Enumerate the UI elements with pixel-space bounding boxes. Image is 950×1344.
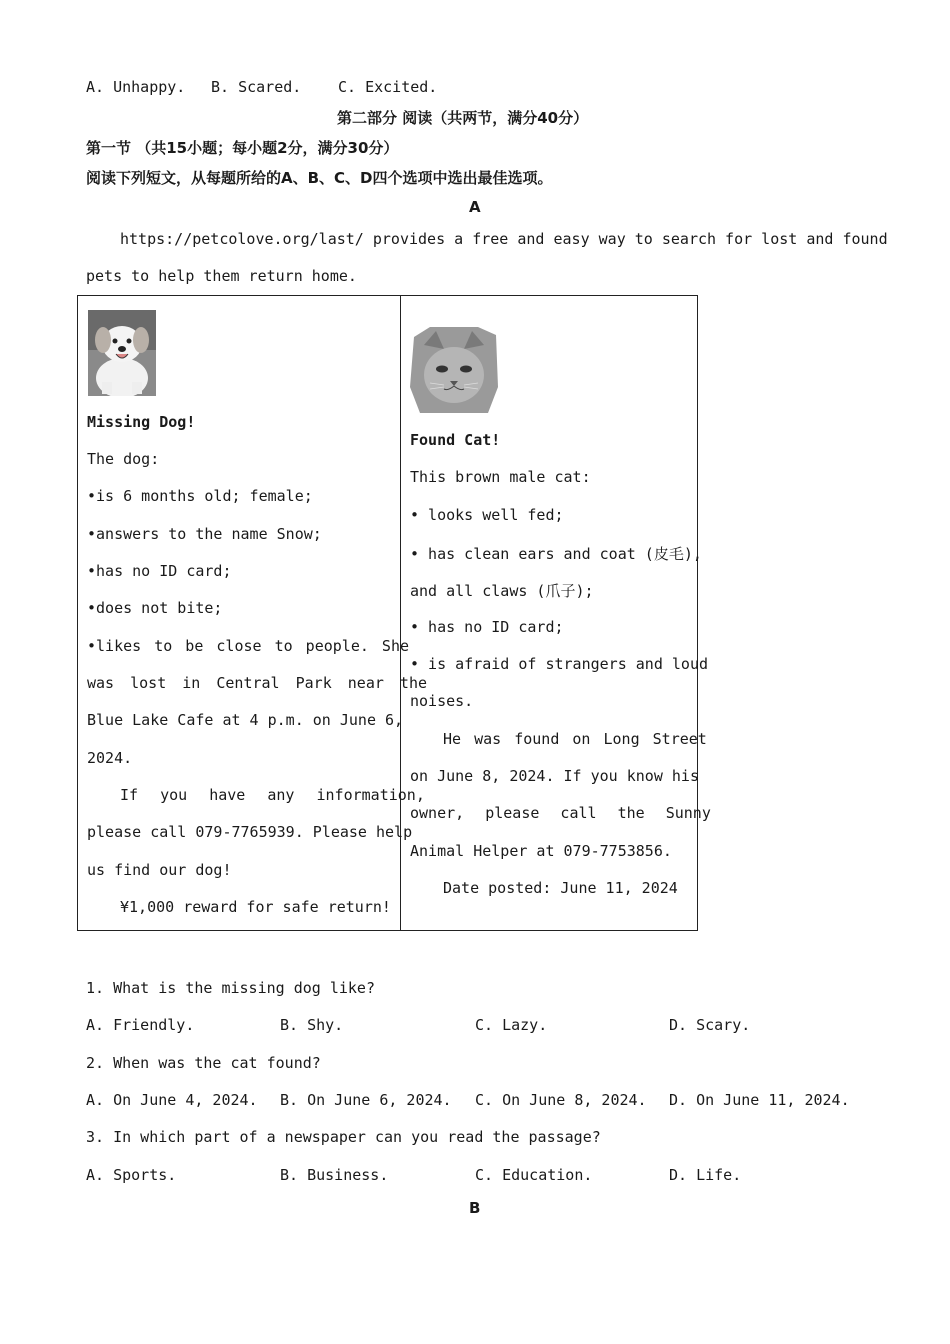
cat-bullet: • has no ID card;	[410, 618, 564, 636]
prev-option-c: C. Excited.	[338, 78, 438, 96]
cat-photo	[410, 327, 498, 413]
cat-text-line: owner, please call the Sunny	[410, 804, 711, 822]
option: B. Business.	[280, 1166, 389, 1184]
instruction: 阅读下列短文，从每题所给的A、B、C、D四个选项中选出最佳选项。	[86, 169, 553, 187]
dog-lead: The dog:	[87, 450, 160, 468]
dog-text-line: 2024.	[87, 749, 133, 767]
passage-a-label: A	[469, 198, 481, 216]
option: B. On June 6, 2024.	[280, 1091, 452, 1109]
dog-text-line: please call 079-7765939. Please help	[87, 823, 413, 841]
cat-bullet: • is afraid of strangers and loud	[410, 655, 709, 673]
question-stem: 2. When was the cat found?	[86, 1054, 321, 1072]
dog-text-line: Blue Lake Cafe at 4 p.m. on June 6,	[87, 711, 404, 729]
cat-lead: This brown male cat:	[410, 468, 591, 486]
cat-title: Found Cat!	[410, 431, 501, 449]
passage-b-label: B	[469, 1199, 481, 1217]
cat-text-line: and all claws (爪子);	[410, 582, 594, 600]
intro-text: https://petcolove.org/last/ provides a free and easy way to search for lost and found	[120, 230, 888, 248]
dog-bullet: •answers to the name Snow;	[87, 525, 322, 543]
option: C. On June 8, 2024.	[475, 1091, 647, 1109]
option: A. Sports.	[86, 1166, 177, 1184]
cat-date: Date posted: June 11, 2024	[443, 879, 678, 897]
part-title: 第二部分 阅读（共两节，满分40分）	[337, 109, 589, 127]
prev-option-a: A. Unhappy.	[86, 78, 186, 96]
cat-bullet: • looks well fed;	[410, 506, 564, 524]
cat-text-line: on June 8, 2024. If you know his	[410, 767, 699, 785]
dog-text-line: us find our dog!	[87, 861, 232, 879]
dog-reward: ¥1,000 reward for safe return!	[120, 898, 391, 916]
option: B. Shy.	[280, 1016, 344, 1034]
option: A. On June 4, 2024.	[86, 1091, 258, 1109]
question-stem: 1. What is the missing dog like?	[86, 979, 375, 997]
prev-option-b: B. Scared.	[211, 78, 302, 96]
dog-bullet: •has no ID card;	[87, 562, 232, 580]
ads-table	[77, 295, 711, 931]
dog-text-line: If you have any information,	[120, 786, 425, 804]
cat-cell	[401, 296, 711, 930]
section-title: 第一节 （共15小题；每小题2分，满分30分）	[86, 139, 399, 157]
cat-bullet: • has clean ears and coat (皮毛),	[410, 545, 702, 563]
option: C. Lazy.	[475, 1016, 548, 1034]
dog-bullet: •does not bite;	[87, 599, 223, 617]
dog-bullet: •is 6 months old; female;	[87, 487, 313, 505]
dog-text-line: was lost in Central Park near the	[87, 674, 428, 692]
dog-title: Missing Dog!	[87, 413, 196, 431]
cat-text-line: Animal Helper at 079-7753856.	[410, 842, 672, 860]
dog-cell	[78, 296, 428, 930]
intro-line-2: pets to help them return home.	[86, 267, 357, 285]
dog-photo	[88, 310, 156, 396]
option: D. On June 11, 2024.	[669, 1091, 850, 1109]
dog-bullet: •likes to be close to people. She	[87, 637, 410, 655]
option: D. Life.	[669, 1166, 742, 1184]
option: D. Scary.	[669, 1016, 751, 1034]
question-stem: 3. In which part of a newspaper can you read the passage?	[86, 1128, 601, 1146]
cat-text-line: He was found on Long Street	[443, 730, 707, 748]
option: C. Education.	[475, 1166, 593, 1184]
intro-line-1	[86, 230, 888, 248]
option: A. Friendly.	[86, 1016, 195, 1034]
cat-text-line: noises.	[410, 692, 474, 710]
